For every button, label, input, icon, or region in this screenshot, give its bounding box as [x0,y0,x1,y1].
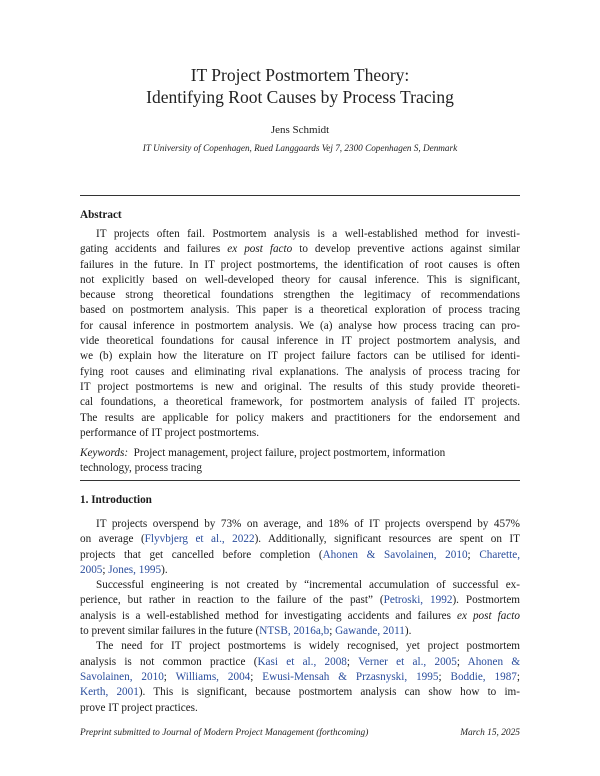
intro-line: Successful engineering is not created by “incremental accumulation of successful ex- [96,579,520,592]
abstract-line: because strong theoretical foundations strengthen the legitimacy of recommendations [80,289,520,302]
abstract-line: fying root causes and eliminating rival explanations. The analysis of process tracing for [80,365,520,378]
footer-date: March 15, 2025 [460,728,520,738]
footer-preprint-note: Preprint submitted to Journal of Modern Project Management (forthcoming) [80,728,369,738]
author-name: Jens Schmidt [270,124,330,136]
citation-link[interactable]: Boddie, 1987 [450,670,517,683]
keywords-line-2: technology, process tracing [80,462,202,475]
title-line-2: Identifying Root Causes by Process Tracing [146,87,454,107]
citation-link[interactable]: Ewusi-Mensah & Przasnyski, 1995 [262,670,439,683]
citation-link[interactable]: NTSB, 2016a,b [259,625,330,638]
intro-line: 2005; Jones, 1995). [80,563,168,576]
abstract-line: The results are applicable for policy makers and practitioners for the endorsement and [80,411,520,424]
intro-line: analysis is not common practice (Kasi et al., 2008; Verner et al., 2005; Ahonen & [80,655,520,668]
abstract-heading: Abstract [80,209,122,221]
abstract-line: vide theoretical foundations for causal inference in IT project postmortem analysis, and [80,335,520,348]
abstract-body [80,227,520,441]
intro-line: on average (Flyvbjerg et al., 2022). Additionally, significant resources are spent on IT [80,533,520,546]
keywords-line-1: Keywords: Project management, project failure, project postmortem, information [80,447,446,459]
paper-title [0,64,600,108]
citation-link[interactable]: Flyvbjerg et al., 2022 [144,533,255,546]
keywords-label: Keywords: [80,447,129,459]
abstract-line: failures in the future. In IT project postmortems, the identification of root causes is often [80,258,520,271]
abstract-line: we (b) explain how the literature on IT project failure factors can be utilised for identi- [80,350,520,363]
abstract-line: not explicitly based on well-developed theory for causal inference. This is significant, [80,273,520,286]
citation-link[interactable]: Gawande, 2011 [335,625,405,638]
title-line-1: IT Project Postmortem Theory: [190,65,410,85]
abstract-line: IT projects often fail. Postmortem analysis is a well-established method for investi- [96,228,520,240]
intro-line: projects that get cancelled before completion (Ahonen & Savolainen, 2010; Charette, [80,548,520,561]
citation-link[interactable]: Williams, 2004 [175,670,251,683]
abstract-line: based on postmortem analysis. This paper is a theoretical exploration of process tracing [80,304,520,317]
abstract-line: for causal inference in postmortem analysis. We (a) analyse how process tracing can pro- [80,319,520,332]
intro-line: to prevent similar failures in the future (NTSB, 2016a,b; Gawande, 2011). [80,625,412,638]
intro-line: The need for IT project postmortems is widely recognised, yet project postmortem [96,640,520,653]
abstract-line: cal foundations, a theoretical framework, for postmortem analysis of failed IT projects. [80,396,520,409]
intro-line: prove IT project practices. [80,701,198,714]
intro-line: Kerth, 2001). This is significant, because postmortem analysis can show how to im- [80,686,520,699]
citation-link[interactable]: Verner et al., 2005 [358,655,457,668]
author-affiliation: IT University of Copenhagen, Rued Langgaards Vej 7, 2300 Copenhagen S, Denmark [142,143,458,153]
citation-link[interactable]: Petroski, 1992 [383,594,453,607]
citation-link[interactable]: Ahonen & Savolainen, 2010 [322,548,468,561]
intro-line: analysis is a well-established method for investigating accidents and failures ex post facto [80,609,520,622]
keywords [80,446,520,477]
citation-link[interactable]: Savolainen, 2010 [80,670,164,683]
citation-link[interactable]: Charette, [479,548,520,561]
introduction-body [80,517,520,716]
abstract-line: gating accidents and failures ex post facto to develop preventive actions against similar [80,243,520,256]
abstract-line: IT project postmortems is new and original. The results of this study provide theoreti- [80,380,520,393]
abstract-line: performance of IT project postmortems. [80,426,260,439]
citation-link[interactable]: Kerth, 2001 [80,686,139,699]
citation-link[interactable]: Jones, 1995 [108,563,162,576]
citation-link[interactable]: 2005 [80,563,103,576]
citation-link[interactable]: Kasi et al., 2008 [257,655,347,668]
abstract-bottom-rule [80,480,520,481]
section-introduction-heading: 1. Introduction [80,494,152,506]
citation-link[interactable]: Ahonen & [467,655,520,668]
intro-line: perience, but rather in reaction to the failure of the past” (Petroski, 1992). Postmortem [80,594,520,607]
abstract-top-rule [80,195,520,196]
intro-line: IT projects overspend by 73% on average, and 18% of IT projects overspend by 457% [96,518,520,530]
intro-line: Savolainen, 2010; Williams, 2004; Ewusi-Mensah & Przasnyski, 1995; Boddie, 1987; [80,670,520,683]
